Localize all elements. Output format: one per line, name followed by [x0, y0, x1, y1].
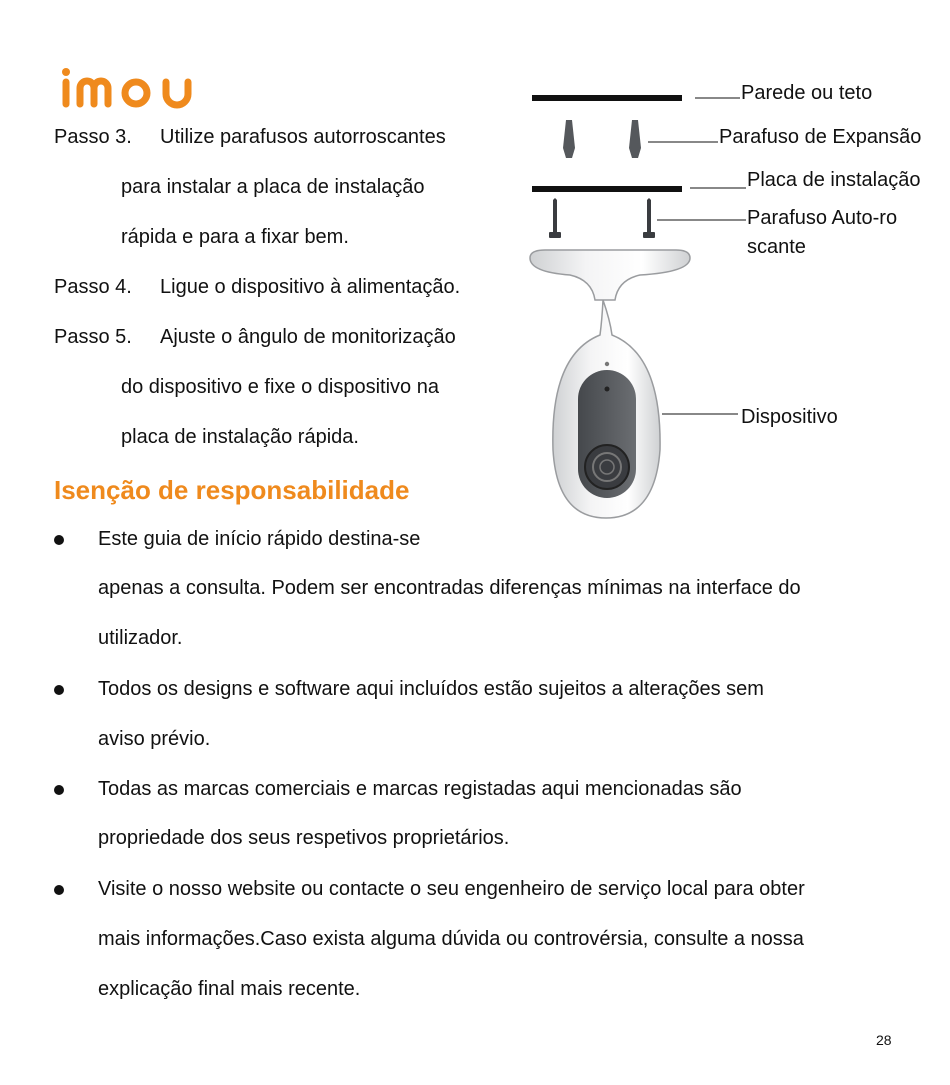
plate-line: [532, 186, 682, 192]
step-4: [54, 276, 460, 299]
bullet-dot: [54, 785, 64, 795]
disclaimer-text: Visite o nosso website ou contacte o seu engenheiro de serviço local para obter: [98, 878, 805, 900]
step-3-text-cont: para instalar a placa de instalação: [121, 176, 425, 198]
step-5-text: Ajuste o ângulo de monitorização: [160, 326, 456, 348]
callout-wall: Parede ou teto: [741, 82, 873, 104]
callout-device: Dispositivo: [741, 406, 838, 428]
callout-self-tapping-screw: Parafuso Auto-ro: [747, 207, 898, 229]
bullet-dot: [54, 885, 64, 895]
step-5-label: Passo 5.: [54, 326, 132, 348]
callout-installation-plate: Placa de instalação: [747, 169, 921, 191]
step-5-text-cont: do dispositivo e fixe o dispositivo na: [121, 376, 439, 398]
step-5: [54, 326, 456, 349]
callout-self-tapping-screw-cont: scante: [747, 236, 806, 258]
callout-expansion-anchor: Parafuso de Expansão: [719, 126, 922, 148]
disclaimer-text: propriedade dos seus respetivos proprietários.: [98, 827, 510, 849]
self-tapping-screw: [549, 198, 655, 238]
step-4-text: Ligue o dispositivo à alimentação.: [160, 276, 461, 298]
step-4-label: Passo 4.: [54, 276, 132, 298]
step-5-text-cont: placa de instalação rápida.: [121, 426, 359, 448]
disclaimer-text: Todos os designs e software aqui incluídos estão sujeitos a alterações sem: [98, 678, 764, 700]
disclaimer-text: Este guia de início rápido destina-se: [98, 528, 421, 550]
camera-device: [530, 250, 690, 518]
bullet-dot: [54, 535, 64, 545]
step-3: [54, 126, 446, 149]
disclaimer-text: mais informações.Caso exista alguma dúvida ou controvérsia, consulte a nossa: [98, 928, 804, 950]
expansion-anchor: [563, 120, 641, 158]
imou-logo: [60, 66, 202, 110]
step-3-text-cont: rápida e para a fixar bem.: [121, 226, 349, 248]
disclaimer-text: explicação final mais recente.: [98, 978, 361, 1000]
disclaimer-text: apenas a consulta. Podem ser encontradas diferenças mínimas na interface do: [98, 577, 801, 599]
disclaimer-text: Todas as marcas comerciais e marcas registadas aqui mencionadas são: [98, 778, 742, 800]
disclaimer-text: utilizador.: [98, 627, 183, 649]
disclaimer-text: aviso prévio.: [98, 728, 211, 750]
step-3-text: Utilize parafusos autorroscantes: [160, 126, 446, 148]
step-3-label: Passo 3.: [54, 126, 132, 148]
disclaimer-heading: Isenção de responsabilidade: [54, 475, 410, 505]
bullet-dot: [54, 685, 64, 695]
page-number: 28: [876, 1032, 892, 1048]
wall-line: [532, 95, 682, 101]
